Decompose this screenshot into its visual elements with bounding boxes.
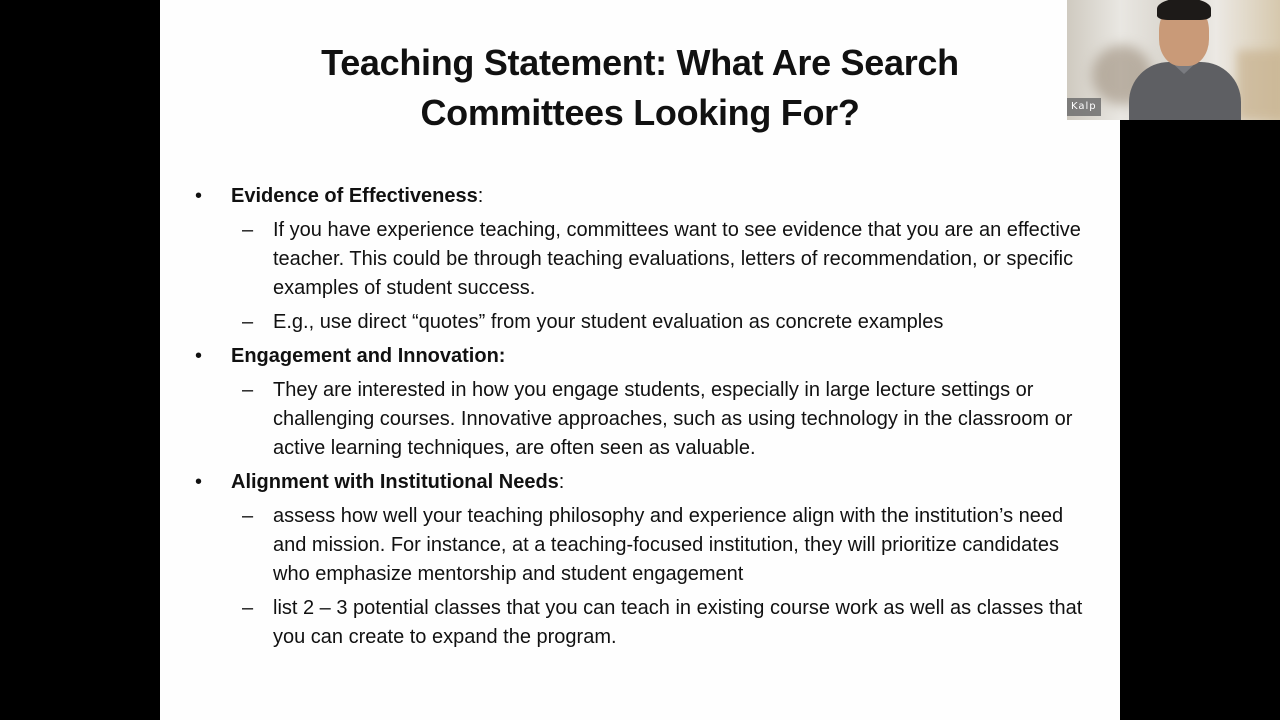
participant-video-tile[interactable]	[1067, 0, 1280, 120]
bullet-engagement-and-innovation	[160, 342, 1120, 371]
dash-icon: –	[242, 597, 254, 619]
sub-bullet-text: list 2 – 3 potential classes that you can teach in existing course work as well as classes that you can create to expand the program.	[273, 597, 1083, 648]
participant-hair	[1157, 0, 1211, 20]
participant-name-label: Kalp	[1067, 98, 1101, 116]
sub-bullet	[160, 502, 1120, 589]
sub-bullet-text: assess how well your teaching philosophy and experience align with the institution’s need and mission. For instance, at a teaching-focused institution, they will prioritize candidates who emphasize mentorship and student engagement	[273, 505, 1064, 585]
bullet-icon: •	[195, 185, 203, 207]
sub-bullet	[160, 216, 1120, 303]
slide-title-line-2: Committees Looking For?	[420, 92, 860, 133]
bullet-heading: Alignment with Institutional Needs	[231, 471, 559, 493]
shared-slide	[160, 0, 1120, 720]
sub-bullet-text: They are interested in how you engage students, especially in large lecture settings or challenging courses. Innovative approaches, such as using technology in the classroom or active learning techniques, are often seen as valuable.	[273, 379, 1073, 459]
sub-bullet-text: E.g., use direct “quotes” from your student evaluation as concrete examples	[273, 311, 944, 333]
bullet-evidence-of-effectiveness	[160, 182, 1120, 211]
sub-bullet	[160, 308, 1120, 337]
bullet-heading: Engagement and Innovation:	[231, 345, 506, 367]
slide-content	[160, 182, 1120, 657]
bullet-heading-colon: :	[558, 471, 565, 493]
slide-title	[160, 38, 1120, 138]
bullet-alignment-with-institutional-needs	[160, 468, 1120, 497]
slide-title-line-1: Teaching Statement: What Are Search	[321, 42, 959, 83]
bullet-heading-colon: :	[477, 185, 484, 207]
sub-bullet	[160, 594, 1120, 652]
dash-icon: –	[242, 379, 254, 401]
bullet-heading: Evidence of Effectiveness	[231, 185, 478, 207]
sub-bullet	[160, 376, 1120, 463]
dash-icon: –	[242, 219, 254, 241]
sub-bullet-text: If you have experience teaching, committees want to see evidence that you are an effective teacher. This could be through teaching evaluations, letters of recommendation, or specific examples of student success.	[273, 219, 1081, 299]
bullet-icon: •	[195, 471, 203, 493]
dash-icon: –	[242, 505, 254, 527]
dash-icon: –	[242, 311, 254, 333]
video-background	[1237, 50, 1280, 120]
bullet-icon: •	[195, 345, 203, 367]
